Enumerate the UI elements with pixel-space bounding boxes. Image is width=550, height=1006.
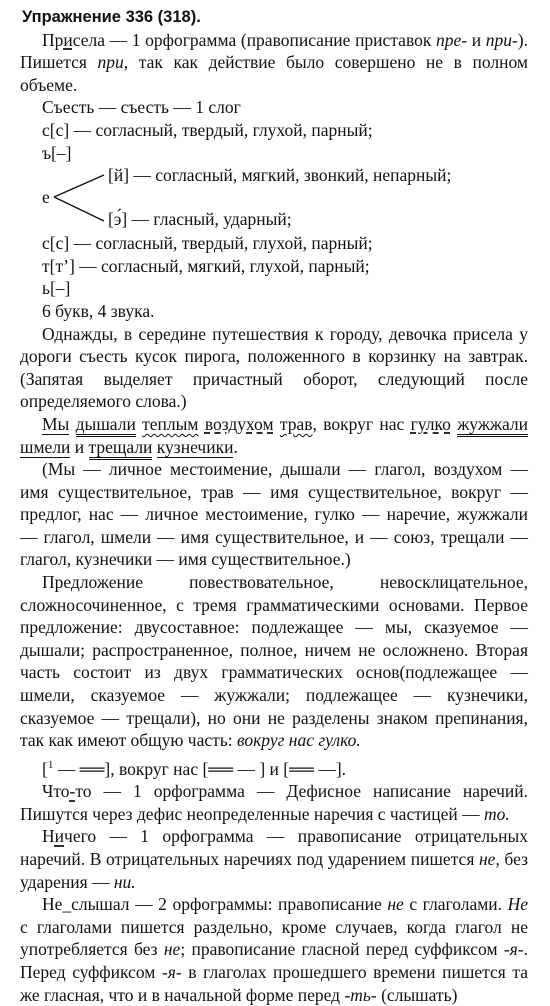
- orthogram-ne-slyshal: Не_слышал — 2 орфограммы: правописание не с глаголами. Не с глаголами пишется раздельно, кроме случаев, когда глагол не употребляется без не; правописание гласной перед суффиксом -я-. Перед суффиксом -я- в глаголах прошедшего времени пишется та же гласная, что и в начальной форме перед -ть- (слышать): [20, 894, 529, 1005]
- branch-lines-icon: [52, 168, 110, 228]
- sentence-scheme: [$^1$ — ══], вокруг нас [══ — ] и [══ —].: [42, 758, 347, 779]
- predicate-word: дышали: [76, 414, 136, 437]
- phon-line: 6 букв, 4 звука.: [42, 300, 155, 321]
- word-nichego: Ничего: [42, 826, 97, 847]
- predicate-word: трещали: [89, 437, 153, 460]
- phon-branch-top: [й] — согласный, мягкий, звонкий, непарный;: [108, 165, 452, 186]
- attribute-word: теплым: [142, 413, 199, 434]
- word-chto-to: Что-то: [42, 781, 92, 802]
- phon-line: с[с] — согласный, твердый, глухой, парный;: [42, 119, 373, 140]
- adverbial-word: гулко: [410, 413, 451, 434]
- subject-word: шмели: [20, 436, 71, 457]
- phon-branch-letter: е: [42, 187, 50, 208]
- phon-line: с[с] — согласный, твердый, глухой, парный;: [42, 233, 373, 254]
- phon-line: ъ[–]: [42, 142, 72, 163]
- exercise-title: Упражнение 336 (318).: [22, 8, 201, 26]
- object-word: воздухом: [204, 413, 274, 434]
- word-ne-slyshal: Не_слышал: [42, 894, 130, 915]
- sentence-analysis: Предложение повествовательное, невосклицательное, сложносочиненное, с тремя грамматическими основами. Первое предложение: двусоставное: подлежащее — мы, сказуемое — дышали; распространенное, полное, ничем не осложнено. Вторая часть состоит из двух грамматических основ(подлежащее — шмели, сказуемое — жужжали; подлежащее — кузнечики, сказуемое — трещали), но они не разделены знаком препинания, так как имеют общую часть: вокруг нас гулко.: [20, 572, 528, 751]
- parts-of-speech: (Мы — личное местоимение, дышали — глагол, воздухом — имя существительное, трав — имя существительное, вокруг — предлог, нас — личное местоимение, гулко — наречие, жужжали — глагол, шмели — имя существительное, и — союз, трещали — глагол, кузнечики — имя существительное.): [20, 459, 528, 570]
- phonetic-analysis: [42, 96, 528, 322]
- predicate-word: жужжали: [457, 414, 528, 437]
- subject-word: Мы: [42, 413, 70, 434]
- orthogram-chto-to: Что-то — 1 орфограмма — Дефисное написание наречий. Пишутся через дефис неопределенные наречия с частицей — то.: [20, 781, 528, 824]
- phon-line: Съесть — съесть — 1 слог: [42, 97, 241, 118]
- subject-word: кузнечики: [156, 436, 234, 457]
- story-paragraph: Однажды, в середине путешествия к городу, девочка присела у дороги съесть кусок пирога, положенного в корзинку на завтрак. (Запятая выделяет причастный оборот, следующий после определяемого слова.): [20, 323, 528, 412]
- parsed-sentence: Мы дышали теплым воздухом трав, вокруг нас гулко жужжали шмели и трещали кузнечики.: [20, 413, 528, 458]
- phon-line: ь[–]: [42, 278, 71, 299]
- attribute-word: трав: [279, 413, 313, 434]
- orthogram-nichego: Ничего — 1 орфограмма — правописание отрицательных наречий. В отрицательных наречиях под ударением пишется не, без ударения — ни.: [20, 826, 528, 892]
- word-prisela: Присела: [42, 29, 106, 50]
- phon-branch-bottom: [э́] — гласный, ударный;: [108, 209, 292, 230]
- orthogram-prisela: Присела — 1 орфограмма (правописание приставок пре- и при-). Пишется при, так как действие было совершено не в полном объеме.: [20, 29, 528, 95]
- phon-line: т[т’] — согласный, мягкий, глухой, парный;: [42, 255, 370, 276]
- phon-branch: [42, 164, 528, 232]
